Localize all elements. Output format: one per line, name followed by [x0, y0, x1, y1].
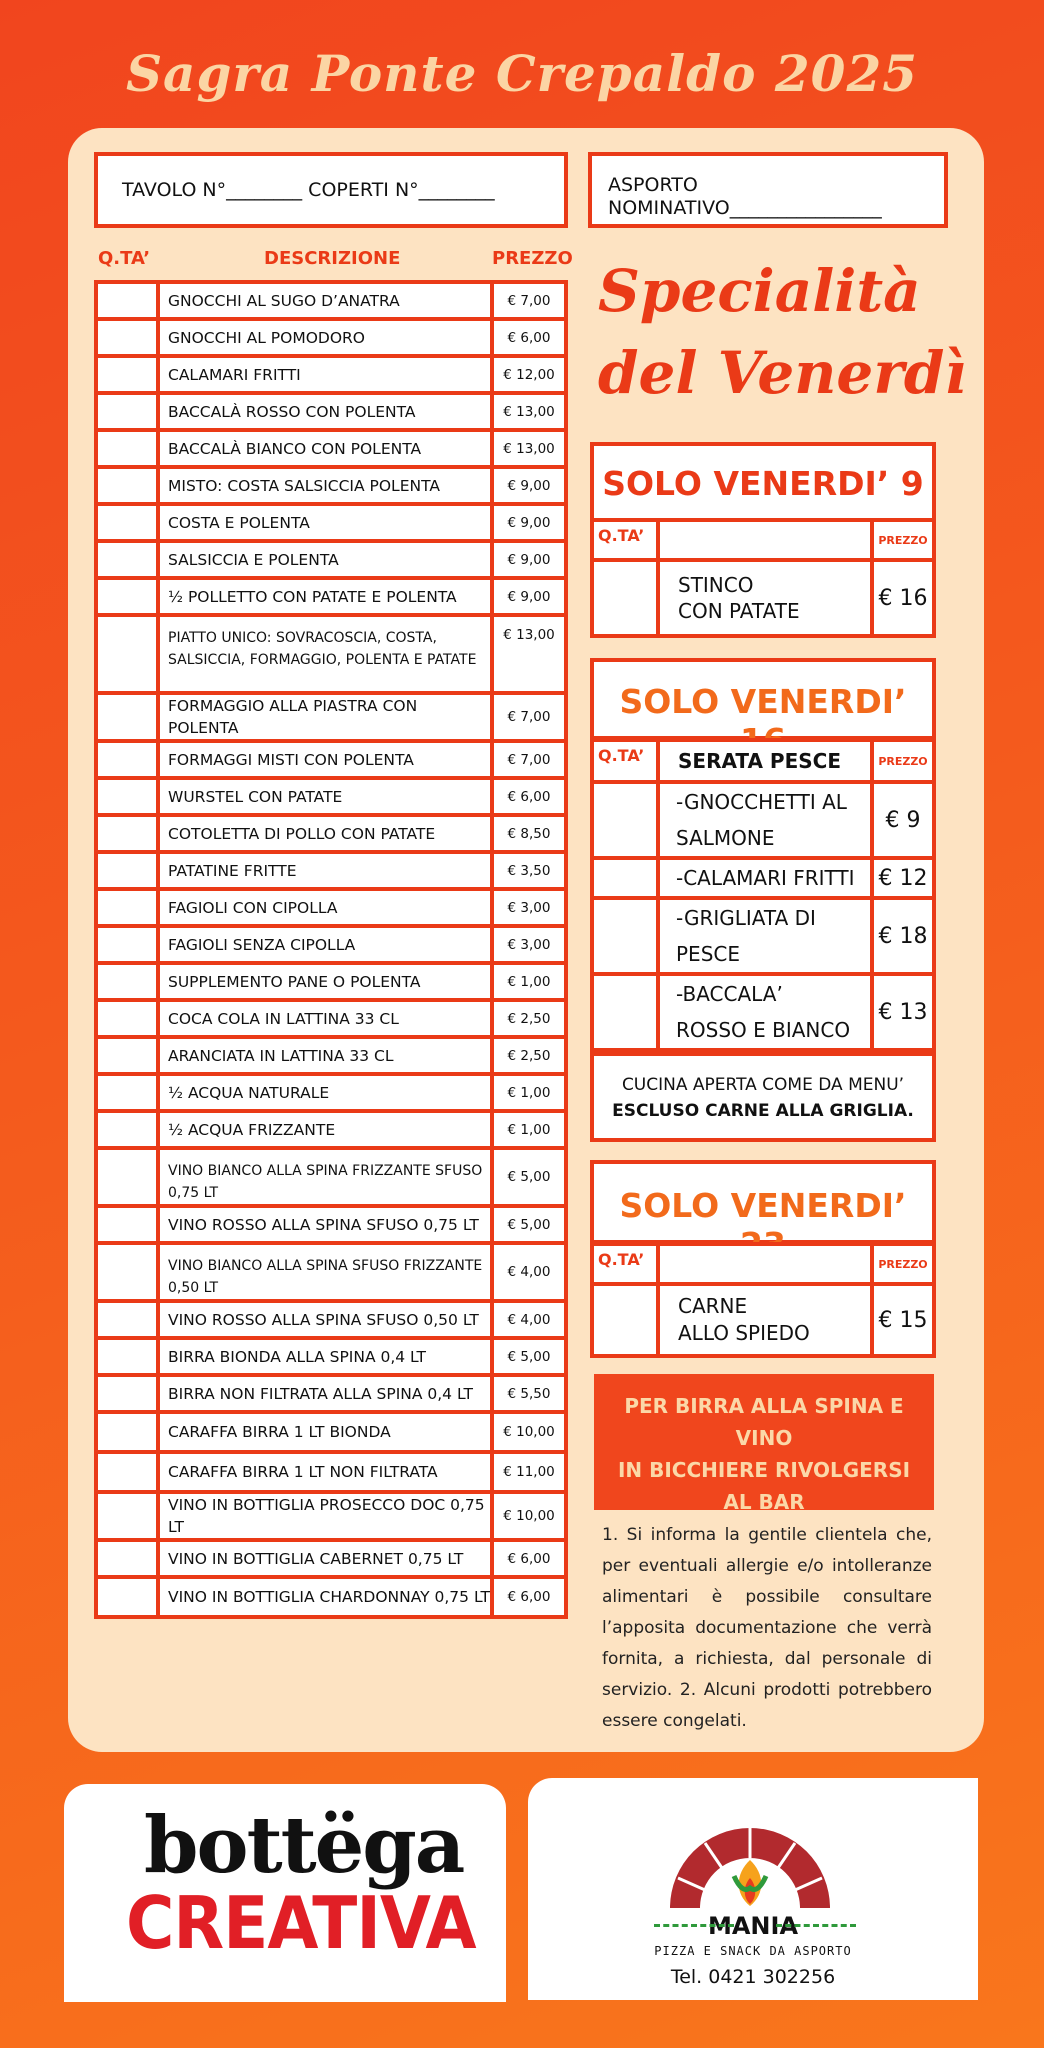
menu-row	[96, 1492, 566, 1540]
friday-23-subheading-cell	[658, 1244, 872, 1284]
menu-item-price: € 13,00	[492, 393, 566, 430]
menu-qty-input[interactable]	[96, 282, 158, 319]
menu-row	[96, 693, 566, 741]
menu-row	[96, 578, 566, 615]
friday-9-header-box	[590, 442, 936, 522]
menu-item-description: ½ ACQUA FRIZZANTE	[158, 1111, 492, 1148]
menu-item-description: ½ POLLETTO CON PATATE E POLENTA	[158, 578, 492, 615]
menu-qty-input[interactable]	[96, 467, 158, 504]
menu-item-price: € 2,50	[492, 1037, 566, 1074]
menu-item-price: € 4,00	[492, 1301, 566, 1338]
menu-item-price: € 1,00	[492, 963, 566, 1000]
friday-16-item-price: € 9	[872, 782, 934, 858]
friday-16-item-line2: PESCE	[676, 942, 740, 966]
menu-qty-input[interactable]	[96, 1577, 158, 1617]
friday-23-qta-label: Q.TA’	[592, 1244, 658, 1284]
friday-23-heading: SOLO VENERDI’	[619, 1186, 907, 1225]
menu-qty-input[interactable]	[96, 393, 158, 430]
menu-row	[96, 815, 566, 852]
bar-notice-line3: AL BAR	[723, 1490, 805, 1514]
menu-row	[96, 1301, 566, 1338]
friday-16-qta-input[interactable]	[592, 858, 658, 898]
friday-16-item	[658, 974, 872, 1050]
friday-9-subheading-cell	[658, 520, 872, 560]
menu-row	[96, 1243, 566, 1301]
menu-item-price: € 5,00	[492, 1206, 566, 1243]
friday-16-item-line2: ROSSO E BIANCO	[676, 1018, 851, 1042]
menu-item-description: BIRRA NON FILTRATA ALLA SPINA 0,4 LT	[158, 1375, 492, 1412]
menu-qty-input[interactable]	[96, 926, 158, 963]
menu-qty-input[interactable]	[96, 852, 158, 889]
menu-qty-input[interactable]	[96, 1037, 158, 1074]
friday-16-item-price: € 12	[872, 858, 934, 898]
menu-item-price: € 7,00	[492, 693, 566, 741]
menu-item-description: VINO ROSSO ALLA SPINA SFUSO 0,50 LT	[158, 1301, 492, 1338]
specials-title-line2: del Venerdì	[598, 339, 967, 407]
menu-item-price: € 5,00	[492, 1148, 566, 1206]
menu-item-price: € 9,00	[492, 504, 566, 541]
menu-item-description: BACCALÀ BIANCO CON POLENTA	[158, 430, 492, 467]
friday-16-item-line1: -GRIGLIATA DI	[676, 906, 816, 930]
bottega-creativa-logo	[64, 1784, 506, 2002]
friday-16-header-box	[590, 658, 936, 740]
menu-item-price: € 11,00	[492, 1452, 566, 1492]
takeaway-name-label: NOMINATIVO________________	[608, 197, 882, 219]
menu-item-description: SUPPLEMENTO PANE O POLENTA	[158, 963, 492, 1000]
menu-item-price: € 3,00	[492, 889, 566, 926]
menu-qty-input[interactable]	[96, 319, 158, 356]
menu-item-price: € 9,00	[492, 467, 566, 504]
menu-item-price: € 10,00	[492, 1492, 566, 1540]
menu-item-price: € 1,00	[492, 1074, 566, 1111]
friday-9-qta-label: Q.TA’	[592, 520, 658, 560]
bar-notice	[594, 1374, 934, 1514]
menu-item-price: € 2,50	[492, 1000, 566, 1037]
menu-item-description: SALSICCIA E POLENTA	[158, 541, 492, 578]
menu-row	[96, 926, 566, 963]
menu-item-price: € 13,00	[492, 615, 566, 693]
menu-item-description: CARAFFA BIRRA 1 LT BIONDA	[158, 1412, 492, 1452]
menu-item-price: € 9,00	[492, 578, 566, 615]
menu-item-price: € 6,00	[492, 778, 566, 815]
menu-row	[96, 778, 566, 815]
col-header-qta: Q.TA’	[98, 248, 151, 269]
friday-9-qta-input[interactable]	[592, 560, 658, 636]
menu-qty-input[interactable]	[96, 1243, 158, 1301]
menu-item-price: € 3,50	[492, 852, 566, 889]
friday-9-item	[658, 560, 872, 636]
friday-9-price: € 16	[872, 560, 934, 636]
menu-row	[96, 615, 566, 693]
menu-item-price: € 6,00	[492, 319, 566, 356]
menu-row	[96, 1540, 566, 1577]
menu-row	[96, 1000, 566, 1037]
menu-item-description: MISTO: COSTA SALSICCIA POLENTA	[158, 467, 492, 504]
menu-qty-input[interactable]	[96, 1074, 158, 1111]
menu-item-price: € 9,00	[492, 541, 566, 578]
bar-notice-line1: PER BIRRA ALLA SPINA E VINO	[624, 1394, 904, 1450]
menu-item-price: € 6,00	[492, 1540, 566, 1577]
friday-16-item	[658, 858, 872, 898]
mania-phone: Tel. 0421 302256	[670, 1966, 836, 1988]
menu-item-price: € 5,00	[492, 1338, 566, 1375]
friday-9-table	[590, 518, 936, 638]
table-order-label: TAVOLO N°________ COPERTI N°________	[122, 179, 495, 201]
menu-item-description: VINO IN BOTTIGLIA CABERNET 0,75 LT	[158, 1540, 492, 1577]
menu-item-price: € 4,00	[492, 1243, 566, 1301]
menu-row	[96, 889, 566, 926]
friday-23-item-line1: CARNE	[678, 1294, 748, 1318]
friday-16-item-price: € 13	[872, 974, 934, 1050]
menu-item-price: € 8,50	[492, 815, 566, 852]
page-title: Sagra Ponte Crepaldo 2025	[125, 44, 919, 103]
menu-item-description: VINO IN BOTTIGLIA PROSECCO DOC 0,75 LT	[158, 1492, 492, 1540]
friday-9-price-label: PREZZO	[872, 520, 934, 560]
kitchen-open-note	[590, 1052, 936, 1142]
menu-row	[96, 393, 566, 430]
menu-item-description: GNOCCHI AL POMODORO	[158, 319, 492, 356]
menu-item-description: BACCALÀ ROSSO CON POLENTA	[158, 393, 492, 430]
specials-title-line1: Specialità	[598, 257, 921, 325]
menu-qty-input[interactable]	[96, 504, 158, 541]
menu-item-price: € 1,00	[492, 1111, 566, 1148]
menu-row	[96, 1148, 566, 1206]
specials-title	[598, 250, 966, 414]
table-order-field[interactable]	[94, 152, 568, 228]
menu-item-description: FORMAGGIO ALLA PIASTRA CON POLENTA	[158, 693, 492, 741]
menu-qty-input[interactable]	[96, 615, 158, 693]
menu-item-description: VINO BIANCO ALLA SPINA SFUSO FRIZZANTE 0,50 LT	[158, 1243, 492, 1301]
menu-qty-input[interactable]	[96, 1148, 158, 1206]
mania-tagline: PIZZA E SNACK DA ASPORTO	[654, 1944, 852, 1958]
takeaway-label: ASPORTO	[608, 174, 698, 196]
col-header-description: DESCRIZIONE	[264, 248, 401, 269]
friday-23-price-label: PREZZO	[872, 1244, 934, 1284]
menu-qty-input[interactable]	[96, 741, 158, 778]
menu-qty-input[interactable]	[96, 1301, 158, 1338]
menu-row	[96, 1577, 566, 1617]
menu-row	[96, 430, 566, 467]
friday-16-item-line1: -BACCALA’	[676, 982, 783, 1006]
mania-name: MANIA	[707, 1912, 799, 1940]
menu-item-description: COTOLETTA DI POLLO CON PATATE	[158, 815, 492, 852]
menu-item-price: € 10,00	[492, 1412, 566, 1452]
menu-row	[96, 1375, 566, 1412]
menu-item-description: COSTA E POLENTA	[158, 504, 492, 541]
menu-qty-input[interactable]	[96, 1111, 158, 1148]
takeaway-field[interactable]	[588, 152, 948, 228]
friday-16-price-label: PREZZO	[872, 740, 934, 782]
friday-23-qta-input[interactable]	[592, 1284, 658, 1356]
menu-qty-input[interactable]	[96, 1000, 158, 1037]
friday-16-item-line2: SALMONE	[676, 826, 775, 850]
menu-qty-input[interactable]	[96, 1452, 158, 1492]
bottega-logo-word2: CREATIVA	[126, 1881, 476, 1966]
friday-16-qta-label: Q.TA’	[592, 740, 658, 782]
menu-row	[96, 1111, 566, 1148]
allergy-note: 1. Si informa la gentile clientela che, per eventuali allergie e/o intolleranze alimentari è possibile consultare l’apposita documentazione che verrà fornita, a richiesta, dal personale di servizio. 2. Alcuni prodotti potrebbero essere congelati.	[602, 1525, 932, 1731]
menu-qty-input[interactable]	[96, 693, 158, 741]
friday-9-item-line1: STINCO	[678, 573, 754, 597]
friday-16-qta-input[interactable]	[592, 782, 658, 858]
menu-qty-input[interactable]	[96, 541, 158, 578]
menu-item-description: GNOCCHI AL SUGO D’ANATRA	[158, 282, 492, 319]
menu-qty-input[interactable]	[96, 1206, 158, 1243]
friday-16-item	[658, 782, 872, 858]
friday-16-heading: SOLO VENERDI’	[619, 682, 907, 721]
friday-16-item-line1: -CALAMARI FRITTI	[676, 866, 855, 890]
friday-16-item-line1: -GNOCCHETTI AL	[676, 790, 847, 814]
menu-item-price: € 3,00	[492, 926, 566, 963]
menu-item-description: WURSTEL CON PATATE	[158, 778, 492, 815]
menu-table	[94, 280, 568, 1619]
menu-row	[96, 963, 566, 1000]
menu-qty-input[interactable]	[96, 1540, 158, 1577]
menu-row	[96, 1338, 566, 1375]
menu-qty-input[interactable]	[96, 430, 158, 467]
menu-row	[96, 741, 566, 778]
kitchen-open-line1: CUCINA APERTA COME DA MENU’	[621, 1075, 905, 1095]
menu-row	[96, 1074, 566, 1111]
menu-item-description: CALAMARI FRITTI	[158, 356, 492, 393]
menu-item-price: € 12,00	[492, 356, 566, 393]
menu-item-price: € 7,00	[492, 282, 566, 319]
menu-qty-input[interactable]	[96, 1338, 158, 1375]
menu-item-price: € 6,00	[492, 1577, 566, 1617]
friday-16-subheading: SERATA PESCE	[658, 740, 872, 782]
friday-23-item-line2: ALLO SPIEDO	[678, 1321, 810, 1345]
mania-logo	[528, 1778, 978, 2000]
menu-qty-input[interactable]	[96, 1412, 158, 1452]
wheat-left-icon	[654, 1924, 734, 1927]
friday-9-item-line2: CON PATATE	[678, 599, 800, 623]
menu-qty-input[interactable]	[96, 1492, 158, 1540]
menu-item-price: € 13,00	[492, 430, 566, 467]
menu-qty-input[interactable]	[96, 578, 158, 615]
menu-qty-input[interactable]	[96, 963, 158, 1000]
menu-row	[96, 541, 566, 578]
menu-qty-input[interactable]	[96, 815, 158, 852]
menu-row	[96, 1412, 566, 1452]
friday-23-table	[590, 1242, 936, 1358]
friday-9-heading: SOLO VENERDI’ 9	[602, 464, 924, 503]
menu-row	[96, 467, 566, 504]
friday-23-header-box	[590, 1160, 936, 1244]
menu-item-price: € 7,00	[492, 741, 566, 778]
menu-item-description: CARAFFA BIRRA 1 LT NON FILTRATA	[158, 1452, 492, 1492]
menu-qty-input[interactable]	[96, 1375, 158, 1412]
bottega-logo-word1: bottëga	[144, 1800, 464, 1891]
menu-item-description: FAGIOLI CON CIPOLLA	[158, 889, 492, 926]
menu-item-description: VINO ROSSO ALLA SPINA SFUSO 0,75 LT	[158, 1206, 492, 1243]
friday-16-table	[590, 738, 936, 1052]
menu-row	[96, 852, 566, 889]
menu-item-description: FAGIOLI SENZA CIPOLLA	[158, 926, 492, 963]
friday-16-qta-input[interactable]	[592, 898, 658, 974]
friday-16-item-price: € 18	[872, 898, 934, 974]
menu-item-description: ARANCIATA IN LATTINA 33 CL	[158, 1037, 492, 1074]
friday-16-qta-input[interactable]	[592, 974, 658, 1050]
friday-23-item	[658, 1284, 872, 1356]
menu-row	[96, 282, 566, 319]
col-header-price: PREZZO	[492, 248, 573, 269]
menu-item-description: ½ ACQUA NATURALE	[158, 1074, 492, 1111]
bar-notice-line2: IN BICCHIERE RIVOLGERSI	[617, 1458, 911, 1482]
menu-item-description: BIRRA BIONDA ALLA SPINA 0,4 LT	[158, 1338, 492, 1375]
menu-row	[96, 504, 566, 541]
menu-item-description: COCA COLA IN LATTINA 33 CL	[158, 1000, 492, 1037]
menu-row	[96, 319, 566, 356]
friday-23-price: € 15	[872, 1284, 934, 1356]
menu-item-description: PATATINE FRITTE	[158, 852, 492, 889]
menu-row	[96, 1452, 566, 1492]
menu-row	[96, 356, 566, 393]
menu-qty-input[interactable]	[96, 356, 158, 393]
oven-arch-icon	[650, 1798, 850, 1908]
menu-item-description: VINO BIANCO ALLA SPINA FRIZZANTE SFUSO 0,75 LT	[158, 1148, 492, 1206]
menu-row	[96, 1206, 566, 1243]
kitchen-open-line2: ESCLUSO CARNE ALLA GRIGLIA.	[612, 1101, 914, 1121]
menu-item-description: FORMAGGI MISTI CON POLENTA	[158, 741, 492, 778]
menu-item-description: VINO IN BOTTIGLIA CHARDONNAY 0,75 LT	[158, 1577, 492, 1617]
menu-qty-input[interactable]	[96, 889, 158, 926]
menu-item-price: € 5,50	[492, 1375, 566, 1412]
menu-qty-input[interactable]	[96, 778, 158, 815]
wheat-right-icon	[776, 1924, 856, 1927]
menu-row	[96, 1037, 566, 1074]
menu-item-description: PIATTO UNICO: SOVRACOSCIA, COSTA, SALSICCIA, FORMAGGIO, POLENTA E PATATE	[158, 615, 492, 693]
friday-16-item	[658, 898, 872, 974]
